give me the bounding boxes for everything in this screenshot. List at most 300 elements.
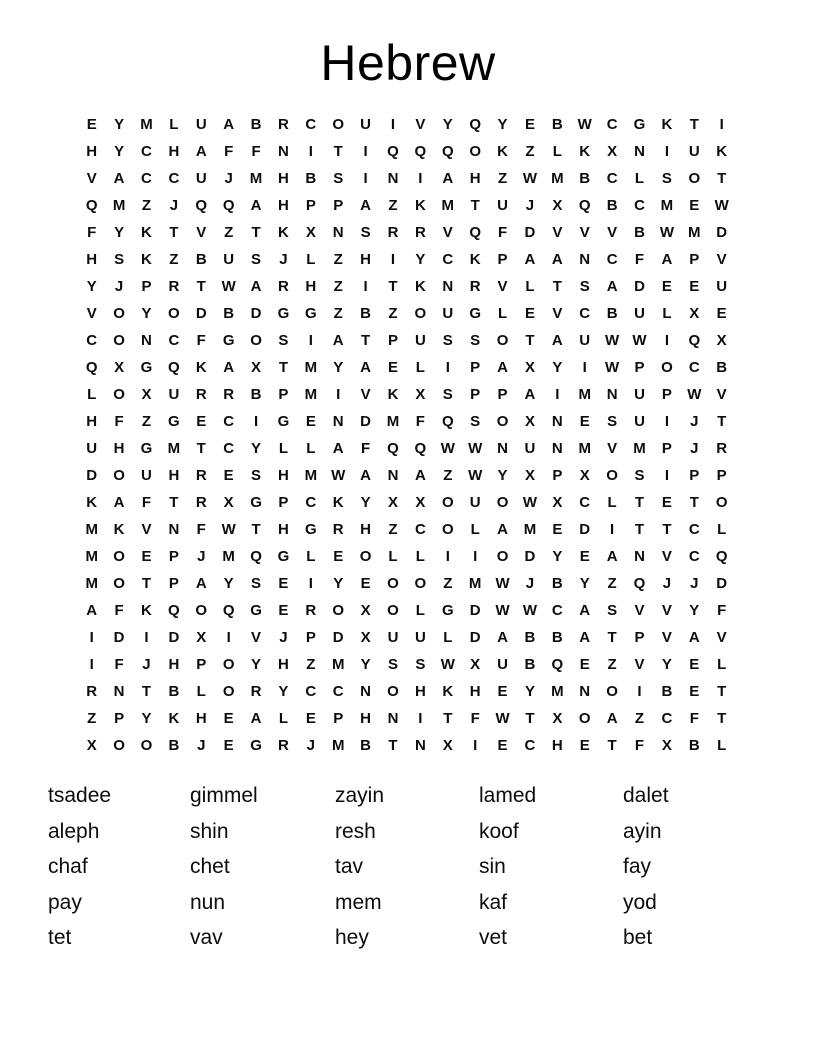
grid-cell: Q (222, 602, 235, 619)
grid-cell: S (470, 413, 481, 430)
grid-cell: I (253, 413, 259, 430)
grid-cell: Q (715, 548, 728, 565)
grid-cell: I (363, 143, 368, 160)
grid-cell: N (551, 413, 563, 430)
grid-cell: M (633, 440, 646, 457)
grid-cell: O (441, 494, 454, 511)
grid-cell: T (470, 197, 480, 214)
grid-cell: Q (387, 143, 399, 160)
grid-cell: M (523, 521, 537, 538)
grid-cell: N (387, 710, 399, 727)
grid-cell: G (168, 413, 180, 430)
grid-cell: O (414, 575, 427, 592)
word-list-item: vav (190, 926, 223, 949)
grid-cell: O (496, 413, 509, 430)
grid-cell: J (306, 737, 315, 754)
grid-cell: O (496, 494, 509, 511)
grid-cell: S (251, 467, 262, 484)
grid-cell: G (469, 305, 481, 322)
grid-cell: H (278, 170, 289, 187)
grid-cell: U (579, 332, 591, 349)
grid-cell: P (470, 386, 481, 403)
grid-cell: X (415, 386, 426, 403)
grid-cell: X (524, 467, 535, 484)
grid-cell: I (363, 278, 368, 295)
grid-cell: O (113, 548, 125, 565)
grid-cell: F (634, 737, 645, 754)
grid-cell: H (86, 413, 98, 430)
grid-cell: P (168, 575, 179, 592)
grid-cell: E (278, 575, 289, 592)
grid-cell: U (688, 143, 700, 160)
grid-cell: X (524, 413, 535, 430)
grid-cell: O (606, 467, 618, 484)
grid-cell: T (196, 278, 206, 295)
grid-cell: X (607, 143, 618, 160)
grid-cell: A (497, 629, 508, 646)
grid-cell: Y (689, 602, 700, 619)
grid-cell: X (661, 737, 672, 754)
grid-cell: C (332, 683, 344, 700)
grid-cell: K (278, 224, 289, 241)
grid-cell: D (634, 278, 645, 295)
grid-cell: L (717, 656, 727, 673)
grid-cell: L (278, 710, 289, 727)
grid-cell: H (551, 737, 563, 754)
grid-cell: K (469, 251, 481, 268)
grid-cell: V (661, 602, 672, 619)
grid-cell: X (86, 737, 97, 754)
grid-cell: E (579, 656, 590, 673)
grid-cell: I (363, 170, 368, 187)
grid-cell: Y (415, 251, 426, 268)
grid-cell: M (304, 359, 318, 376)
grid-cell: V (661, 629, 672, 646)
grid-cell: R (278, 116, 289, 133)
grid-cell: W (468, 467, 483, 484)
grid-cell: L (717, 521, 727, 538)
grid-cell: O (606, 683, 618, 700)
grid-cell: O (359, 548, 372, 565)
grid-cell: Y (251, 656, 262, 673)
grid-cell: F (361, 440, 371, 457)
grid-cell: C (688, 359, 700, 376)
grid-cell: P (634, 359, 645, 376)
grid-cell: D (360, 413, 372, 430)
word-list-item: shin (190, 819, 229, 843)
grid-cell: B (524, 629, 536, 646)
grid-cell: O (469, 143, 481, 160)
grid-cell: T (141, 683, 152, 700)
grid-cell: X (223, 494, 234, 511)
grid-cell: A (524, 386, 536, 403)
grid-cell: C (606, 170, 618, 187)
grid-cell: E (689, 197, 700, 214)
grid-cell: V (497, 278, 508, 295)
grid-cell: A (579, 602, 591, 619)
grid-cell: R (168, 278, 180, 295)
grid-cell: I (610, 521, 615, 538)
grid-cell: Q (85, 197, 98, 214)
grid-cell: Q (168, 359, 180, 376)
word-list-item: zayin (335, 784, 385, 807)
grid-cell: P (168, 548, 179, 565)
grid-cell: T (361, 332, 371, 349)
word-list-column (190, 778, 335, 956)
grid-cell: A (524, 251, 536, 268)
grid-cell: O (113, 737, 125, 754)
grid-cell: U (716, 278, 728, 295)
grid-cell: J (525, 575, 535, 592)
grid-cell: W (221, 278, 236, 295)
grid-cell: I (473, 737, 478, 754)
grid-cell: Q (387, 440, 399, 457)
grid-cell: S (579, 278, 590, 295)
grid-cell: X (415, 494, 426, 511)
word-list-item: pay (48, 890, 82, 914)
grid-cell: N (551, 440, 563, 457)
grid-cell: D (168, 629, 180, 646)
grid-cell: H (86, 251, 98, 268)
grid-cell: C (551, 602, 563, 619)
grid-cell: I (637, 683, 642, 700)
word-list-column (623, 778, 768, 956)
grid-cell: Y (497, 467, 508, 484)
grid-cell: L (552, 143, 562, 160)
grid-cell: B (634, 224, 645, 241)
grid-cell: B (195, 251, 207, 268)
grid-cell: J (169, 197, 179, 214)
grid-cell: C (168, 332, 180, 349)
grid-cell: Y (579, 575, 590, 592)
grid-cell: X (141, 386, 152, 403)
grid-cell: E (360, 575, 371, 592)
grid-cell: Z (333, 251, 343, 268)
grid-cell: F (141, 494, 152, 511)
grid-cell: H (113, 440, 125, 457)
grid-cell: Z (169, 251, 179, 268)
grid-cell: I (390, 251, 396, 268)
grid-cell: S (114, 251, 125, 268)
grid-cell: C (305, 683, 317, 700)
grid-cell: O (113, 575, 125, 592)
grid-cell: S (634, 467, 645, 484)
grid-cell: S (442, 332, 453, 349)
grid-cell: V (579, 224, 590, 241)
grid-cell: H (360, 521, 372, 538)
grid-cell: E (223, 737, 234, 754)
grid-cell: G (222, 332, 235, 349)
word-list-item: ayin (623, 819, 662, 843)
grid-cell: I (445, 548, 450, 565)
grid-cell: P (552, 467, 563, 484)
grid-cell: R (278, 278, 289, 295)
grid-cell: L (634, 170, 645, 187)
grid-cell: Y (360, 656, 371, 673)
grid-cell: Y (114, 224, 125, 241)
grid-cell: Y (360, 494, 371, 511)
grid-cell: C (305, 116, 317, 133)
grid-cell: V (607, 440, 618, 457)
grid-cell: O (113, 467, 125, 484)
grid-cell: C (141, 170, 152, 187)
grid-cell: A (250, 278, 262, 295)
grid-cell: L (415, 548, 425, 565)
grid-cell: G (250, 602, 262, 619)
grid-cell: B (168, 737, 180, 754)
grid-cell: D (113, 629, 125, 646)
grid-cell: M (331, 737, 345, 754)
grid-cell: S (607, 602, 618, 619)
grid-cell: I (89, 656, 94, 673)
grid-cell: C (688, 548, 700, 565)
grid-cell: L (470, 521, 480, 538)
grid-cell: V (251, 629, 262, 646)
grid-cell: Y (251, 440, 262, 457)
grid-cell: H (168, 656, 180, 673)
grid-cell: L (87, 386, 97, 403)
grid-cell: G (250, 494, 262, 511)
word-list-item: chaf (48, 855, 88, 878)
grid-cell: F (224, 143, 234, 160)
grid-cell: M (468, 575, 482, 592)
grid-cell: U (414, 629, 426, 646)
grid-cell: J (224, 170, 233, 187)
grid-cell: V (716, 629, 727, 646)
word-list-column (48, 778, 190, 956)
grid-cell: W (331, 467, 346, 484)
grid-cell: Q (469, 116, 481, 133)
grid-cell: R (195, 467, 207, 484)
grid-cell: A (332, 440, 344, 457)
grid-cell: A (606, 710, 618, 727)
word-list-item: mem (335, 890, 382, 914)
grid-cell: O (414, 305, 427, 322)
grid-cell: P (305, 197, 316, 214)
grid-cell: X (579, 467, 590, 484)
grid-cell: Y (524, 683, 535, 700)
word-search-grid (78, 111, 735, 759)
grid-cell: Z (333, 305, 343, 322)
word-list-item: nun (190, 890, 226, 914)
word-list-item: lamed (479, 784, 537, 807)
grid-cell: O (387, 602, 399, 619)
grid-cell: H (469, 683, 481, 700)
grid-cell: T (169, 224, 179, 241)
grid-cell: D (469, 629, 481, 646)
grid-cell: P (278, 386, 289, 403)
grid-cell: F (196, 521, 206, 538)
grid-cell: A (551, 251, 563, 268)
grid-cell: M (688, 224, 701, 241)
grid-cell: Z (443, 575, 453, 592)
grid-cell: C (141, 143, 152, 160)
grid-cell: M (331, 656, 345, 673)
grid-cell: M (85, 548, 98, 565)
grid-cell: P (305, 629, 316, 646)
grid-cell: U (141, 467, 152, 484)
grid-cell: P (114, 710, 125, 727)
grid-cell: H (168, 467, 180, 484)
grid-cell: O (332, 116, 345, 133)
grid-cell: K (387, 386, 399, 403)
grid-cell: P (689, 251, 700, 268)
grid-cell: C (442, 251, 454, 268)
grid-cell: X (552, 197, 563, 214)
grid-cell: Z (87, 710, 97, 727)
grid-cell: I (418, 170, 423, 187)
grid-cell: T (717, 170, 727, 187)
grid-cell: R (716, 440, 728, 457)
grid-cell: E (716, 305, 727, 322)
grid-cell: T (689, 494, 699, 511)
grid-cell: A (250, 197, 262, 214)
grid-cell: N (168, 521, 180, 538)
grid-cell: Y (114, 116, 125, 133)
grid-cell: E (305, 413, 316, 430)
grid-cell: Z (443, 467, 453, 484)
grid-cell: B (688, 737, 700, 754)
grid-cell: W (440, 656, 455, 673)
grid-cell: L (388, 548, 398, 565)
grid-cell: A (195, 143, 207, 160)
word-list-item: vet (479, 926, 508, 949)
grid-cell: L (306, 251, 316, 268)
grid-cell: T (717, 683, 727, 700)
grid-cell: G (441, 602, 454, 619)
grid-cell: E (387, 359, 398, 376)
grid-cell: P (634, 629, 645, 646)
grid-cell: E (524, 116, 535, 133)
grid-cell: J (197, 548, 206, 565)
grid-cell: I (719, 116, 724, 133)
grid-cell: L (607, 494, 617, 511)
grid-cell: N (387, 170, 399, 187)
grid-cell: Q (441, 413, 454, 430)
grid-cell: F (717, 602, 727, 619)
grid-cell: I (336, 386, 341, 403)
grid-cell: I (308, 143, 313, 160)
grid-cell: X (716, 332, 727, 349)
grid-cell: O (688, 170, 701, 187)
grid-cell: W (522, 170, 538, 187)
grid-cell: R (469, 278, 481, 295)
word-list-item: tet (48, 926, 72, 949)
grid-cell: P (497, 251, 508, 268)
grid-cell: B (661, 683, 673, 700)
grid-cell: H (168, 143, 180, 160)
grid-cell: O (578, 710, 591, 727)
grid-cell: A (497, 521, 508, 538)
grid-cell: Z (224, 224, 234, 241)
grid-cell: I (226, 629, 231, 646)
grid-cell: C (223, 440, 235, 457)
grid-cell: G (277, 413, 290, 430)
grid-cell: Z (333, 278, 343, 295)
grid-cell: R (195, 386, 207, 403)
grid-cell: W (440, 440, 455, 457)
grid-cell: S (607, 413, 618, 430)
grid-cell: V (86, 305, 97, 322)
grid-cell: T (552, 278, 562, 295)
grid-cell: F (251, 143, 261, 160)
grid-cell: U (469, 494, 481, 511)
grid-cell: U (634, 305, 645, 322)
word-list-item: tav (335, 855, 364, 878)
grid-cell: L (415, 602, 425, 619)
grid-cell: O (496, 548, 509, 565)
grid-cell: H (278, 467, 289, 484)
grid-cell: O (113, 305, 125, 322)
grid-cell: F (196, 332, 206, 349)
grid-cell: Q (168, 602, 180, 619)
grid-cell: I (664, 413, 669, 430)
grid-cell: X (114, 359, 125, 376)
grid-cell: C (86, 332, 98, 349)
grid-cell: I (664, 332, 669, 349)
grid-cell: P (333, 710, 344, 727)
grid-cell: N (387, 467, 399, 484)
grid-cell: M (660, 197, 674, 214)
grid-cell: N (414, 737, 426, 754)
grid-cell: L (278, 440, 289, 457)
grid-cell: U (634, 386, 645, 403)
word-list-item: tsadee (48, 784, 112, 807)
grid-cell: O (222, 683, 235, 700)
grid-cell: J (690, 413, 699, 430)
grid-cell: K (332, 494, 344, 511)
grid-cell: I (473, 548, 478, 565)
grid-cell: S (442, 386, 453, 403)
grid-cell: F (114, 602, 124, 619)
grid-cell: S (661, 170, 672, 187)
grid-cell: R (305, 602, 317, 619)
grid-cell: E (497, 737, 508, 754)
grid-cell: A (414, 467, 426, 484)
grid-cell: C (579, 494, 591, 511)
word-list (48, 778, 768, 956)
grid-cell: P (661, 386, 672, 403)
grid-cell: T (607, 629, 617, 646)
grid-cell: V (634, 656, 645, 673)
grid-cell: H (360, 710, 372, 727)
grid-cell: Y (333, 359, 344, 376)
grid-cell: H (195, 710, 207, 727)
grid-cell: D (716, 575, 728, 592)
grid-cell: W (522, 602, 538, 619)
grid-cell: M (441, 197, 455, 214)
grid-cell: B (606, 305, 618, 322)
grid-cell: E (579, 548, 590, 565)
grid-cell: K (497, 143, 508, 160)
grid-cell: S (251, 251, 262, 268)
grid-cell: X (387, 494, 398, 511)
grid-cell: I (555, 386, 560, 403)
grid-cell: L (497, 305, 508, 322)
grid-cell: N (442, 278, 454, 295)
grid-cell: N (332, 224, 344, 241)
grid-cell: K (141, 224, 152, 241)
grid-cell: W (605, 359, 620, 376)
grid-cell: W (714, 197, 729, 214)
grid-cell: Z (306, 656, 316, 673)
grid-cell: T (333, 143, 343, 160)
grid-cell: R (332, 521, 344, 538)
grid-cell: A (360, 467, 372, 484)
grid-cell: Q (633, 575, 646, 592)
grid-cell: N (579, 251, 591, 268)
grid-cell: V (634, 602, 645, 619)
